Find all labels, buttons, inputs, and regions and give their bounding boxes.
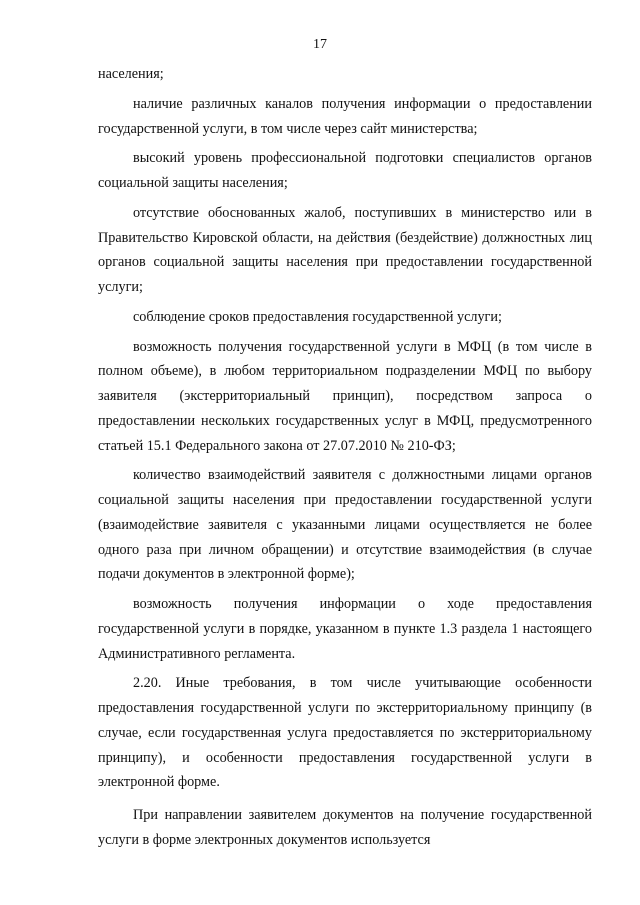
document-body bbox=[98, 62, 592, 853]
paragraph-electronic-docs: При направлении заявителем документов на получение государственной услуги в форме электронных документов используется bbox=[98, 807, 592, 848]
paragraph-deadlines: соблюдение сроков предоставления государственной услуги; bbox=[133, 308, 502, 325]
paragraph-no-complaints: отсутствие обоснованных жалоб, поступивших в министерство или в Правительство Кировской области, на действия (бездействие) должностных лиц органов социальной защиты населения при предоставлении государственной услуги; bbox=[98, 204, 592, 295]
paragraph-section-2-20: 2.20. Иные требования, в том числе учитывающие особенности предоставления государственной услуги по экстерриториальному принципу (в случае, если государственная услуга предоставляется по экстерриториальному принципу), и особенности предоставления государственной услуги в электронной форме. bbox=[98, 675, 592, 791]
paragraph-info-channels: наличие различных каналов получения информации о предоставлении государственной услуги, в том числе через сайт министерства; bbox=[98, 95, 592, 137]
paragraph-progress-info: возможность получения информации о ходе предоставления государственной услуги в порядке, указанном в пункте 1.3 раздела 1 настоящего Административного регламента. bbox=[98, 596, 592, 662]
paragraph-interactions: количество взаимодействий заявителя с должностными лицами органов социальной защиты населения при предоставлении государственной услуги (взаимодействие заявителя с указанными лицами осуществляется не более одного раза при личном обращении) и отсутствие взаимодействия (в случае подачи документов в электронной форме); bbox=[98, 467, 592, 583]
paragraph-population: населения; bbox=[98, 66, 164, 82]
paragraph-mfc-availability: возможность получения государственной услуги в МФЦ (в том числе в полном объеме), в любом территориальном подразделении МФЦ по выбору заявителя (экстерриториальный принцип), посредством запроса о предоставлении нескольких государственных услуг в МФЦ, предусмотренного статьей 15.1 Федерального закона от 27.07.2010 № 210-ФЗ; bbox=[98, 338, 592, 454]
paragraph-staff-training: высокий уровень профессиональной подготовки специалистов органов социальной защиты населения; bbox=[98, 150, 592, 191]
page-number: 17 bbox=[313, 37, 327, 52]
